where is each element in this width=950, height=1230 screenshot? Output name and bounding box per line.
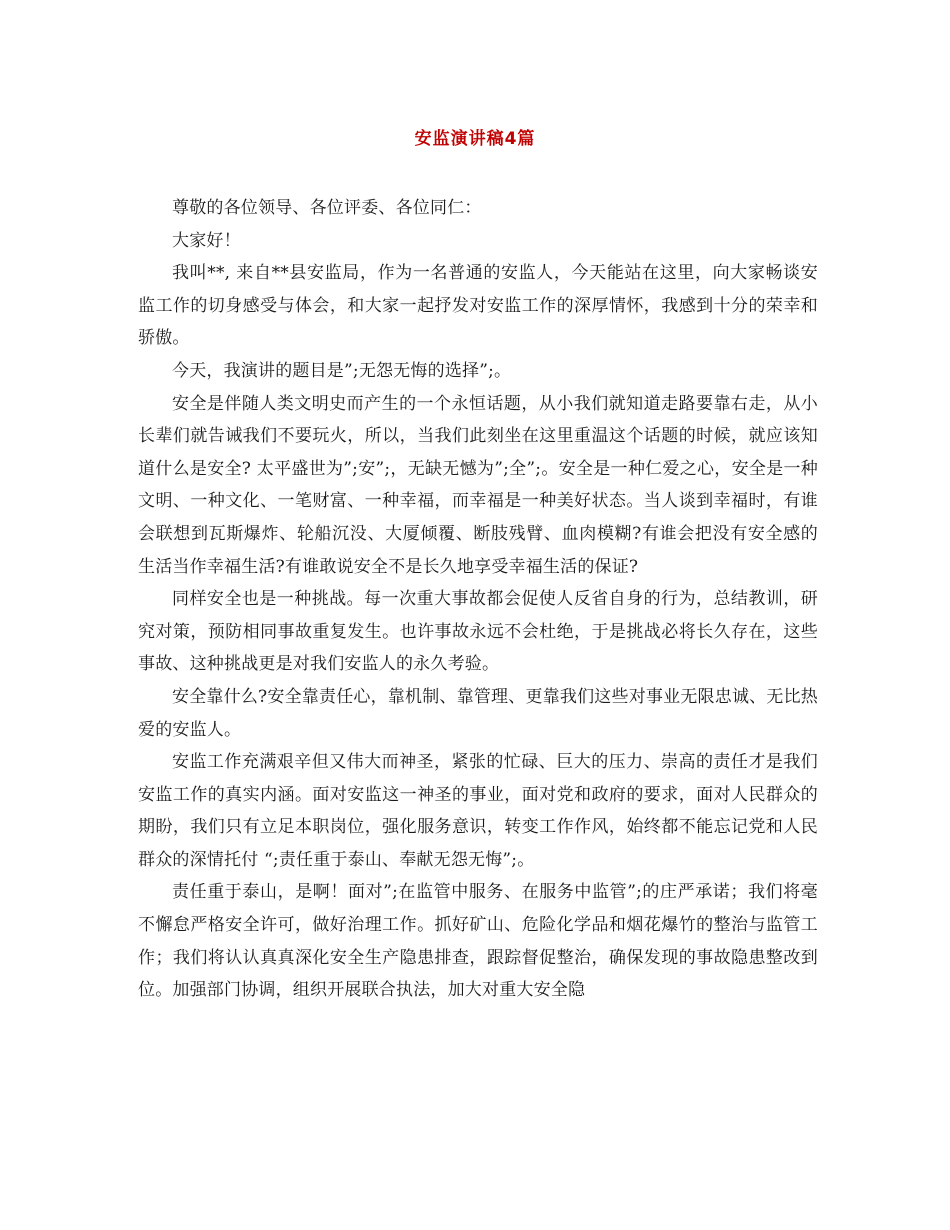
paragraph-challenge: 同样安全也是一种挑战。每一次重大事故都会促使人反省自身的行为，总结教训，研究对策，预防相同事故重复发生。也许事故永远不会杜绝，于是挑战必将长久存在，这些事故、这种挑战更是对我们安监人的永久考验。 — [138, 589, 818, 675]
paragraph-responsibility: 安全靠什么?安全靠责任心，靠机制、靠管理、更靠我们这些对事业无限忠诚、无比热爱的安监人。 — [138, 686, 818, 740]
paragraph-introduction: 我叫**, 来自**县安监局，作为一名普通的安监人，今天能站在这里，向大家畅谈安监工作的切身感受与体会，和大家一起抒发对安监工作的深厚情怀，我感到十分的荣幸和骄傲。 — [138, 263, 818, 349]
paragraph-topic: 今天，我演讲的题目是”;无怨无悔的选择”;。 — [172, 360, 512, 381]
document-title: 安监演讲稿4篇 — [414, 129, 536, 149]
paragraph-salutation: 尊敬的各位领导、各位评委、各位同仁： — [172, 198, 482, 218]
paragraph-greeting: 大家好！ — [172, 230, 241, 251]
paragraph-commitment: 责任重于泰山，是啊！面对”;在监管中服务、在服务中监管”;的庄严承诺；我们将毫不懈怠严格安全许可，做好治理工作。抓好矿山、危险化学品和烟花爆竹的整治与监管工作；我们将认认真真深化安全生产隐患排查，跟踪督促整治，确保发现的事故隐患整改到位。加强部门协调，组织开展联合执法，加大对重大安全隐 — [138, 882, 818, 1001]
document-body — [138, 192, 818, 1007]
paragraph-safety-meaning: 安全是伴随人类文明史而产生的一个永恒话题，从小我们就知道走路要靠右走，从小长辈们就告诫我们不要玩火，所以，当我们此刻坐在这里重温这个话题的时候，就应该知道什么是安全? 太平盛世为”;安”;，无缺无憾为”;全”;。安全是一种仁爱之心，安全是一种文明、一种文化、一笔财富、一种幸福，而幸福是一种美好状态。当人谈到幸福时，有谁会联想到瓦斯爆炸、轮船沉没、大厦倾覆、断肢残臂、血肉模糊?有谁会把没有安全感的生活当作幸福生活?有谁敢说安全不是长久地享受幸福生活的保证? — [138, 393, 818, 577]
paragraph-work-nature: 安监工作充满艰辛但又伟大而神圣，紧张的忙碌、巨大的压力、崇高的责任才是我们安监工作的真实内涵。面对安监这一神圣的事业，面对党和政府的要求，面对人民群众的期盼，我们只有立足本职岗位，强化服务意识，转变工作作风，始终都不能忘记党和人民群众的深情托付 “;责任重于泰山、奉献无怨无悔”;。 — [138, 752, 818, 870]
